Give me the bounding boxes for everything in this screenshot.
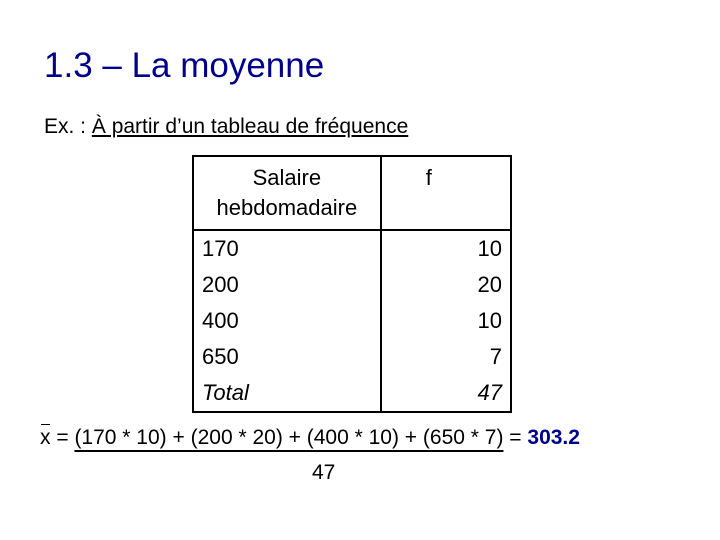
formula-denominator: 47	[312, 461, 336, 484]
table-row	[193, 267, 511, 303]
example-heading: À partir d’un tableau de fréquence	[91, 115, 409, 138]
header-frequency: f	[381, 156, 511, 230]
formula-equals-result: =	[503, 426, 528, 449]
table-header-row	[193, 156, 511, 230]
table-total-row	[193, 375, 511, 412]
frequency-cell: 10	[381, 303, 511, 339]
frequency-table	[192, 155, 512, 413]
mean-formula	[40, 426, 580, 450]
slide-title: 1.3 – La moyenne	[44, 46, 325, 85]
salary-cell: 200	[193, 267, 381, 303]
example-prefix: Ex. :	[44, 115, 92, 138]
salary-cell: 650	[193, 339, 381, 375]
example-subtitle	[44, 115, 408, 139]
table-row	[193, 339, 511, 375]
formula-equals: =	[50, 426, 75, 449]
header-salaire-line1: Salaire	[252, 165, 322, 190]
header-salaire	[193, 156, 381, 230]
salary-cell: 170	[193, 230, 381, 267]
frequency-cell: 10	[381, 230, 511, 267]
frequency-cell: 20	[381, 267, 511, 303]
total-label: Total	[193, 375, 381, 412]
formula-numerator: (170 * 10) + (200 * 20) + (400 * 10) + (650 * 7)	[74, 426, 504, 449]
x-bar-symbol: x	[40, 426, 51, 449]
frequency-cell: 7	[381, 339, 511, 375]
salary-cell: 400	[193, 303, 381, 339]
formula-result: 303.2	[527, 426, 580, 449]
header-salaire-line2: hebdomadaire	[216, 195, 358, 220]
table-row	[193, 303, 511, 339]
table-row	[193, 230, 511, 267]
total-value: 47	[381, 375, 511, 412]
